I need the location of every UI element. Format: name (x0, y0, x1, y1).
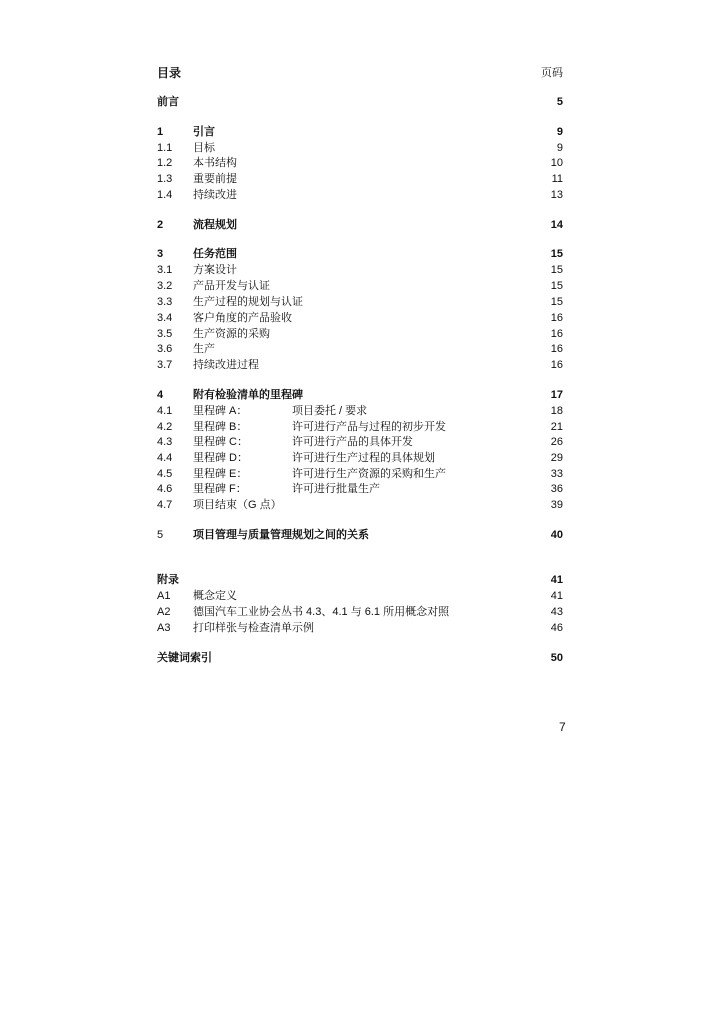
toc-entry-description: 许可进行生产资源的采购和生产 (292, 468, 446, 480)
toc-entry-label: 概念定义 (193, 590, 237, 602)
toc-entry-page: 14 (550, 219, 563, 231)
toc-entry-number: 4.6 (157, 483, 173, 495)
toc-entry-page: 16 (550, 312, 563, 324)
toc-entry-page: 21 (550, 421, 563, 433)
toc-entry-number: 3.2 (157, 280, 173, 292)
toc-entry-label: 附录 (157, 574, 179, 586)
toc-entry-page: 15 (550, 248, 563, 260)
toc-entry-label: 引言 (193, 126, 215, 138)
toc-entry-label: 德国汽车工业协会丛书 4.3、4.1 与 6.1 所用概念对照 (193, 606, 450, 618)
toc-entry (157, 419, 563, 435)
toc-entry-label: 关键词索引 (157, 652, 212, 664)
toc-entry-label: 打印样张与检查清单示例 (193, 622, 314, 634)
toc-entry-label: 项目管理与质量管理规划之间的关系 (193, 529, 369, 541)
toc-entry-page: 16 (550, 359, 563, 371)
toc-entry-number: A1 (157, 590, 171, 602)
toc-entry (157, 326, 563, 342)
toc-entry (157, 527, 563, 543)
toc-entry-label: 里程碑 C： (193, 436, 248, 448)
toc-entry-label: 持续改进过程 (193, 359, 259, 371)
toc-entry (157, 171, 563, 187)
toc-entry-label: 目标 (193, 142, 215, 154)
toc-entry-number: 3.1 (157, 264, 173, 276)
toc-entry-page: 16 (550, 343, 563, 355)
page-column-label: 页码 (541, 66, 563, 79)
toc-entry-number: 4.2 (157, 421, 173, 433)
toc-entry (157, 140, 563, 156)
toc-entry-number: 4 (157, 389, 164, 401)
toc-entry-page: 39 (550, 499, 563, 511)
toc-entry-label: 流程规划 (193, 219, 237, 231)
toc-entry (157, 387, 563, 403)
toc-entry-page: 15 (550, 264, 563, 276)
toc-entry (157, 294, 563, 310)
toc-entry-number: 3.3 (157, 296, 173, 308)
toc-entry-label: 生产过程的规划与认证 (193, 296, 303, 308)
toc-entry (157, 278, 563, 294)
toc-entry-page: 5 (556, 96, 563, 108)
toc-entry-number: 4.7 (157, 499, 173, 511)
toc-entry-page: 50 (550, 652, 563, 664)
toc-entry-page: 13 (550, 189, 563, 201)
toc-entry-page: 11 (551, 173, 563, 185)
toc-entry (157, 466, 563, 482)
toc-entry-number: A2 (157, 606, 171, 618)
toc-entry-label: 任务范围 (193, 248, 237, 260)
toc-entry-number: 3.4 (157, 312, 173, 324)
toc-entry-page: 29 (550, 452, 563, 464)
toc-entry-label: 里程碑 D： (193, 452, 248, 464)
toc-entry-number: 3.5 (157, 328, 173, 340)
toc-entry-label: 里程碑 A： (193, 405, 248, 417)
toc-entry-page: 16 (550, 328, 563, 340)
toc-entry-number: 1 (157, 126, 164, 138)
toc-entry-label: 前言 (157, 96, 179, 108)
toc-entry-page: 33 (550, 468, 563, 480)
toc-entry (157, 217, 563, 233)
toc-entry-number: 1.2 (157, 157, 173, 169)
toc-entry (157, 94, 563, 110)
toc-entry-description: 许可进行生产过程的具体规划 (292, 452, 435, 464)
toc-entry-label: 本书结构 (193, 157, 237, 169)
toc-entry (157, 588, 563, 604)
toc-entry (157, 262, 563, 278)
toc-entry-number: A3 (157, 622, 171, 634)
toc-entry-number: 4.1 (157, 405, 173, 417)
toc-entry (157, 155, 563, 171)
toc-entry-page: 9 (556, 126, 563, 138)
toc-entry (157, 604, 563, 620)
toc-entry-page: 18 (550, 405, 563, 417)
toc-entry-page: 46 (550, 622, 563, 634)
toc-entry (157, 341, 563, 357)
toc-entry-page: 26 (550, 436, 563, 448)
toc-entry-label: 重要前提 (193, 173, 237, 185)
toc-entry-page: 41 (550, 574, 563, 586)
toc-entry-number: 3.7 (157, 359, 173, 371)
toc-entry-label: 里程碑 F： (193, 483, 247, 495)
toc-entry-description: 许可进行批量生产 (292, 483, 380, 495)
toc-entry-label: 附有检验清单的里程碑 (193, 389, 303, 401)
toc-entry-page: 10 (550, 157, 563, 169)
toc-entry (157, 650, 563, 666)
toc-entry-label: 产品开发与认证 (193, 280, 270, 292)
toc-entry-page: 9 (556, 142, 563, 154)
toc-entry-label: 持续改进 (193, 189, 237, 201)
toc-entry-description: 项目委托 / 要求 (292, 405, 368, 417)
toc-entry-label: 生产资源的采购 (193, 328, 270, 340)
toc-entry-label: 客户角度的产品验收 (193, 312, 292, 324)
toc-entry-page: 40 (550, 529, 563, 541)
toc-entry (157, 434, 563, 450)
toc-entry (157, 403, 563, 419)
toc-entry (157, 246, 563, 262)
toc-entry-number: 3 (157, 248, 164, 260)
toc-entry-description: 许可进行产品的具体开发 (292, 436, 413, 448)
toc-entry-number: 5 (157, 529, 164, 541)
page-number: 7 (559, 720, 566, 734)
toc-entry (157, 357, 563, 373)
toc-entry-number: 1.1 (157, 142, 173, 154)
toc-entry (157, 124, 563, 140)
toc-entry-page: 15 (550, 296, 563, 308)
toc-entry-page: 41 (550, 590, 563, 602)
toc-entry-page: 36 (550, 483, 563, 495)
toc-entry-description: 许可进行产品与过程的初步开发 (292, 421, 446, 433)
toc-header (157, 64, 563, 82)
toc-entry-label: 项目结束（G 点） (193, 499, 282, 511)
toc-entry-page: 17 (550, 389, 563, 401)
toc-entry-number: 1.4 (157, 189, 173, 201)
toc-entry-number: 4.5 (157, 468, 173, 480)
toc-entry-number: 2 (157, 219, 164, 231)
toc-entry (157, 450, 563, 466)
toc-entry-number: 3.6 (157, 343, 173, 355)
toc-entry-number: 1.3 (157, 173, 173, 185)
toc-entry-label: 里程碑 E： (193, 468, 248, 480)
toc-entry (157, 481, 563, 497)
toc-entry (157, 572, 563, 588)
toc-entry-label: 生产 (193, 343, 215, 355)
toc-entry-label: 方案设计 (193, 264, 237, 276)
toc-entry-page: 15 (550, 280, 563, 292)
toc-entry (157, 620, 563, 636)
toc-entry-number: 4.4 (157, 452, 173, 464)
toc-entry (157, 497, 563, 513)
toc-entry (157, 187, 563, 203)
toc-entry-number: 4.3 (157, 436, 173, 448)
toc-entry-page: 43 (550, 606, 563, 618)
toc-title: 目录 (157, 66, 182, 80)
toc-entry (157, 310, 563, 326)
toc-entry-label: 里程碑 B： (193, 421, 248, 433)
